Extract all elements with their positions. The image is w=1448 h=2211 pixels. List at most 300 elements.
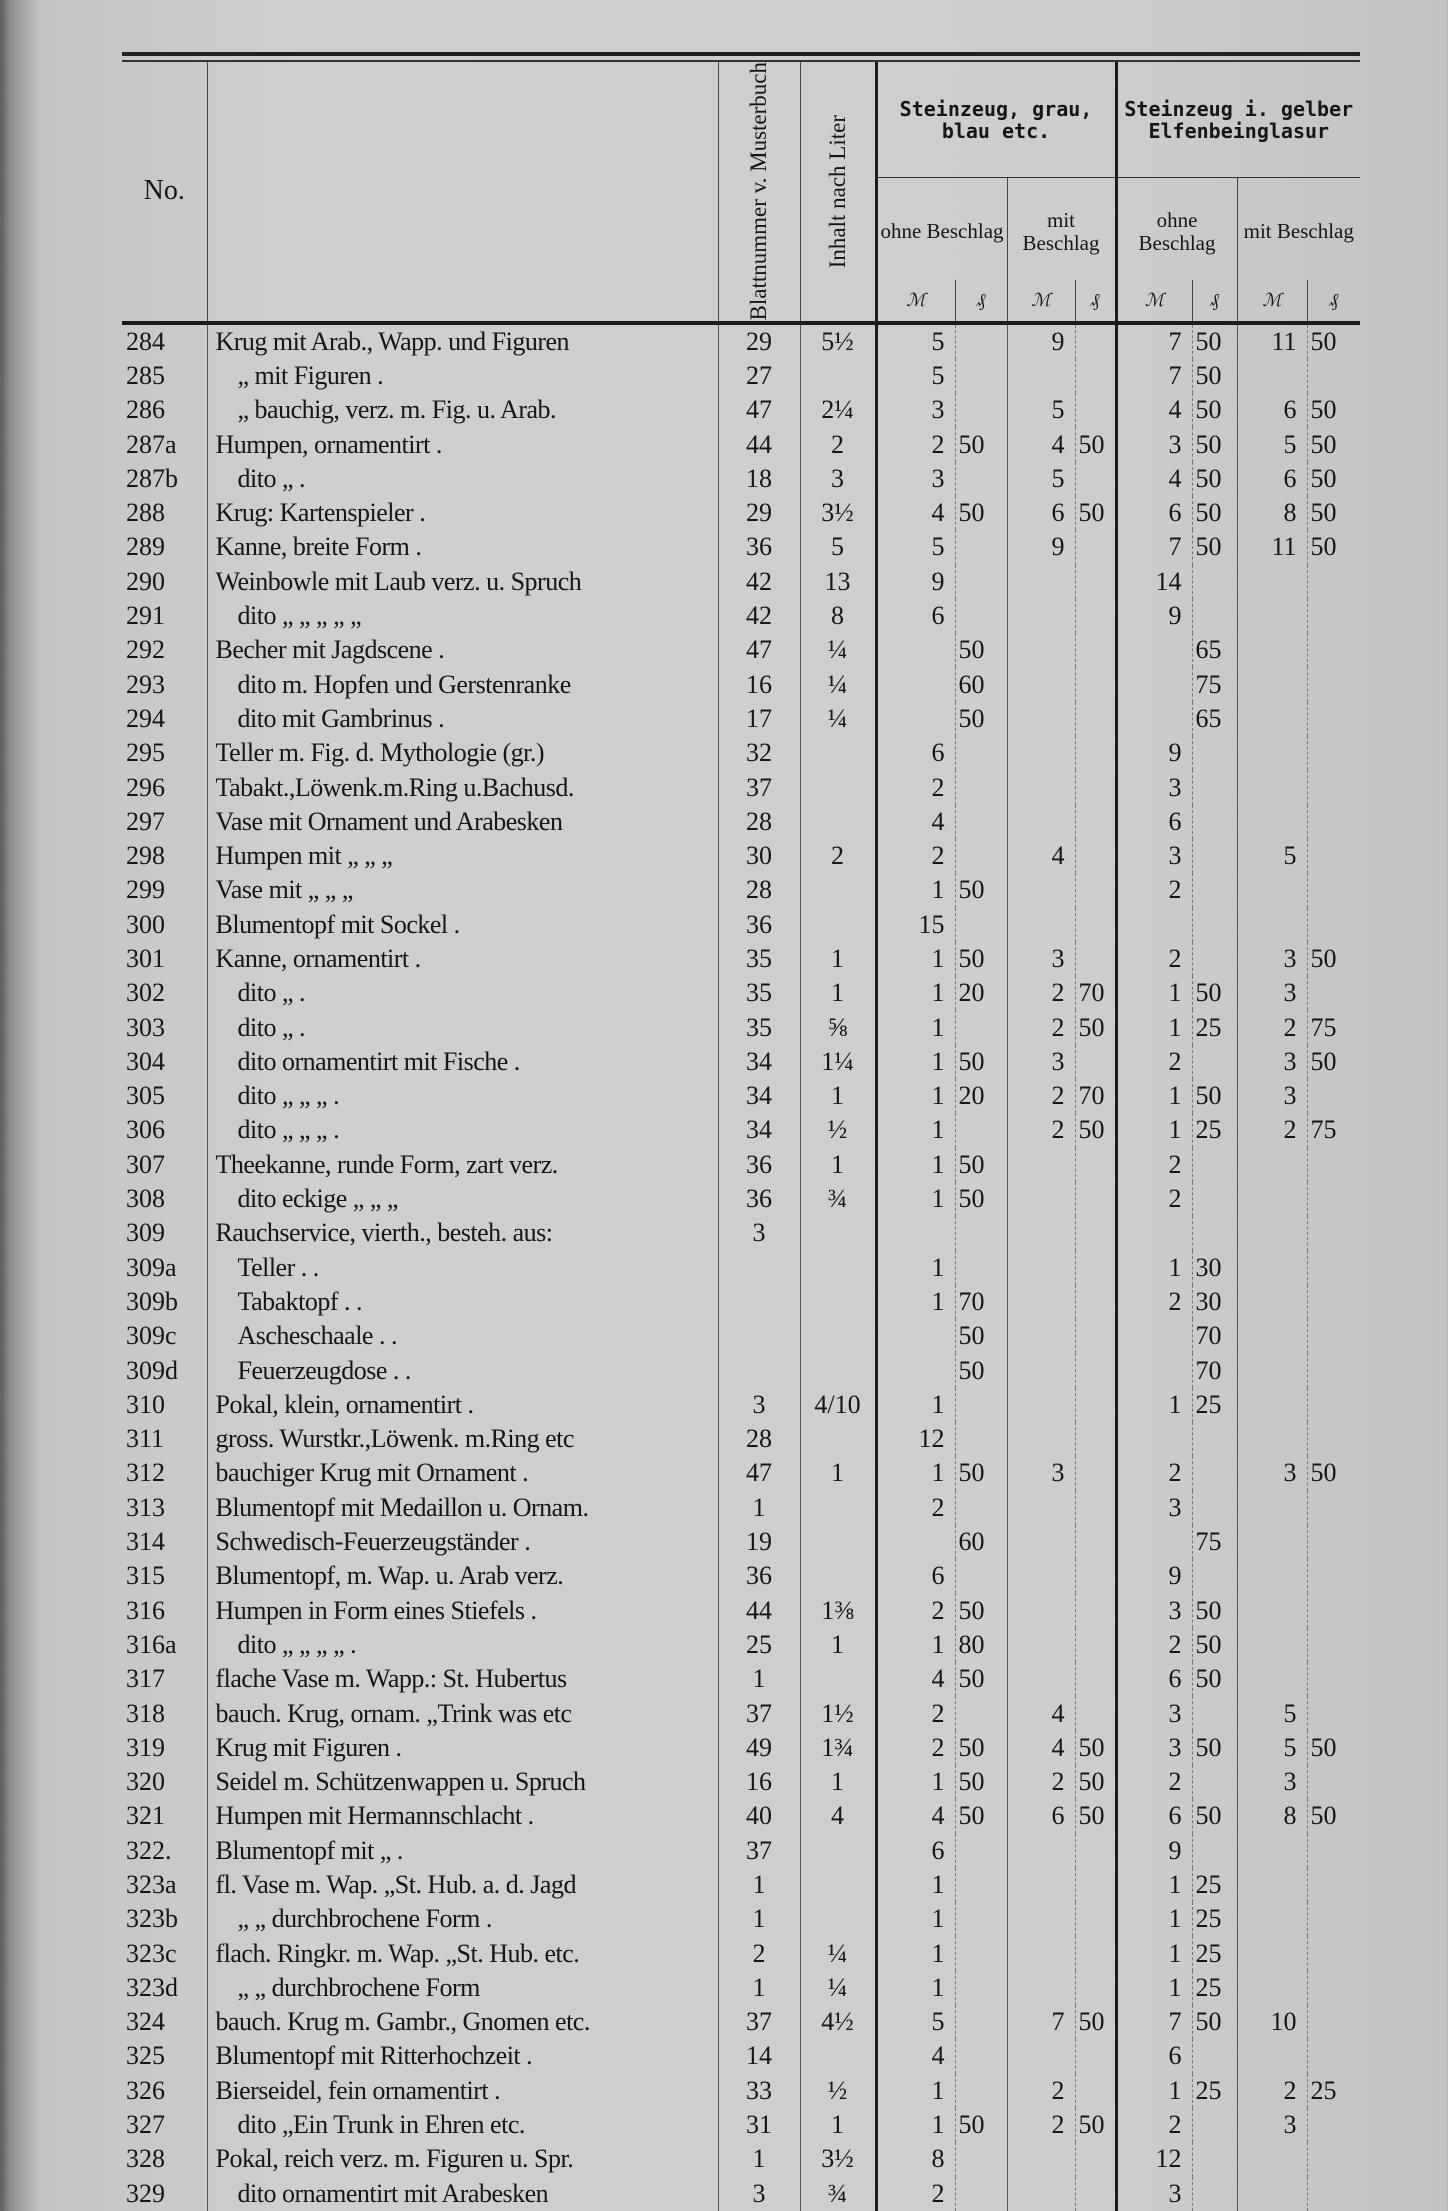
blatt-number: 29 bbox=[718, 496, 800, 530]
elfen-mit-mark: 5 bbox=[1237, 839, 1307, 873]
grau-mit-pf bbox=[1075, 1045, 1116, 1079]
grau-ohne-mark: 6 bbox=[876, 736, 955, 770]
top-rule bbox=[122, 52, 1360, 56]
elfen-ohne-pf bbox=[1192, 1216, 1237, 1250]
item-description: Tabakt.,Löwenk.m.Ring u.Bachusd. bbox=[207, 770, 718, 804]
grau-ohne-pf: 50 bbox=[955, 1593, 1007, 1627]
grau-mit-mark bbox=[1007, 633, 1075, 667]
inhalt-liter: 4/10 bbox=[800, 1388, 876, 1422]
grau-ohne-mark bbox=[876, 1525, 955, 1559]
grau-mit-mark: 4 bbox=[1007, 1731, 1075, 1765]
table-row bbox=[122, 565, 1360, 599]
item-no: 315 bbox=[126, 1561, 165, 1591]
grau-ohne-mark: 1 bbox=[876, 1148, 955, 1182]
grau-mit-mark bbox=[1007, 1216, 1075, 1250]
grau-mit-pf: 50 bbox=[1075, 1731, 1116, 1765]
inhalt-liter bbox=[800, 1216, 876, 1250]
elfen-ohne-pf: 75 bbox=[1192, 1525, 1237, 1559]
inhalt-liter: 1¾ bbox=[800, 1731, 876, 1765]
elfen-ohne-mark: 9 bbox=[1116, 1559, 1192, 1593]
blatt-number: 1 bbox=[718, 1868, 800, 1902]
elfen-mit-pf bbox=[1307, 1936, 1360, 1970]
grau-ohne-mark: 12 bbox=[876, 1422, 955, 1456]
item-description: Ascheschaale . . bbox=[207, 1319, 718, 1353]
elfen-ohne-pf: 25 bbox=[1192, 1868, 1237, 1902]
inhalt-liter: 1 bbox=[800, 942, 876, 976]
elfen-ohne-pf: 50 bbox=[1192, 1079, 1237, 1113]
grau-ohne-pf bbox=[955, 805, 1007, 839]
item-no: 300 bbox=[126, 909, 165, 939]
blatt-number: 19 bbox=[718, 1525, 800, 1559]
elfen-ohne-mark: 3 bbox=[1116, 427, 1192, 461]
elfen-mit-mark bbox=[1237, 1834, 1307, 1868]
grau-ohne-mark: 9 bbox=[876, 565, 955, 599]
elfen-mit-pf bbox=[1307, 1491, 1360, 1525]
inhalt-liter: ¼ bbox=[800, 702, 876, 736]
item-description: bauchiger Krug mit Ornament . bbox=[207, 1456, 718, 1490]
item-no: 287a bbox=[126, 429, 177, 459]
grau-ohne-pf: 50 bbox=[955, 1045, 1007, 1079]
item-no: 309 bbox=[126, 1218, 165, 1248]
grau-ohne-mark: 1 bbox=[876, 1936, 955, 1970]
grau-ohne-mark: 1 bbox=[876, 1971, 955, 2005]
grau-mit-mark bbox=[1007, 1148, 1075, 1182]
header-elfen-mit: mit Beschlag bbox=[1237, 177, 1360, 279]
elfen-mit-mark bbox=[1237, 1662, 1307, 1696]
grau-mit-mark: 6 bbox=[1007, 1799, 1075, 1833]
grau-ohne-mark: 1 bbox=[876, 1079, 955, 1113]
elfen-mit-mark: 6 bbox=[1237, 462, 1307, 496]
table-row bbox=[122, 1353, 1360, 1387]
grau-ohne-mark: 1 bbox=[876, 1113, 955, 1147]
grau-ohne-mark: 5 bbox=[876, 359, 955, 393]
header-grau-mit: mit Beschlag bbox=[1007, 177, 1116, 279]
grau-ohne-mark: 4 bbox=[876, 1662, 955, 1696]
elfen-mit-mark bbox=[1237, 1148, 1307, 1182]
grau-mit-pf bbox=[1075, 736, 1116, 770]
elfen-mit-mark bbox=[1237, 599, 1307, 633]
grau-ohne-pf bbox=[955, 2177, 1007, 2211]
grau-ohne-mark bbox=[876, 1319, 955, 1353]
grau-mit-pf bbox=[1075, 1388, 1116, 1422]
elfen-ohne-pf: 50 bbox=[1192, 393, 1237, 427]
elfen-mit-pf bbox=[1307, 1319, 1360, 1353]
blatt-number: 3 bbox=[718, 2177, 800, 2211]
grau-mit-mark bbox=[1007, 1251, 1075, 1285]
item-description: dito „ . bbox=[207, 1010, 718, 1044]
blatt-number: 3 bbox=[718, 1388, 800, 1422]
grau-ohne-mark: 1 bbox=[876, 2074, 955, 2108]
grau-mit-pf bbox=[1075, 565, 1116, 599]
elfen-mit-mark: 2 bbox=[1237, 1010, 1307, 1044]
inhalt-liter: ¾ bbox=[800, 1182, 876, 1216]
grau-ohne-pf bbox=[955, 1251, 1007, 1285]
table-row bbox=[122, 908, 1360, 942]
grau-ohne-mark: 2 bbox=[876, 1696, 955, 1730]
elfen-ohne-mark: 1 bbox=[1116, 1971, 1192, 2005]
table-row bbox=[122, 667, 1360, 701]
header-mark: ℳ bbox=[1237, 280, 1307, 323]
elfen-ohne-mark: 6 bbox=[1116, 805, 1192, 839]
elfen-ohne-mark: 2 bbox=[1116, 1456, 1192, 1490]
grau-mit-mark: 9 bbox=[1007, 323, 1075, 359]
blatt-number: 32 bbox=[718, 736, 800, 770]
item-description: Krug mit Arab., Wapp. und Figuren bbox=[207, 323, 718, 359]
blatt-number: 36 bbox=[718, 530, 800, 564]
item-no: 302 bbox=[126, 978, 165, 1008]
item-description: Blumentopf, m. Wap. u. Arab verz. bbox=[207, 1559, 718, 1593]
item-description: Weinbowle mit Laub verz. u. Spruch bbox=[207, 565, 718, 599]
elfen-mit-mark bbox=[1237, 1388, 1307, 1422]
item-description: „ „ durchbrochene Form bbox=[207, 1971, 718, 2005]
elfen-mit-pf: 50 bbox=[1307, 496, 1360, 530]
table-row bbox=[122, 323, 1360, 359]
grau-ohne-pf bbox=[955, 1868, 1007, 1902]
elfen-ohne-pf: 50 bbox=[1192, 496, 1237, 530]
inhalt-liter bbox=[800, 736, 876, 770]
elfen-ohne-mark: 3 bbox=[1116, 1696, 1192, 1730]
elfen-mit-mark: 2 bbox=[1237, 1113, 1307, 1147]
blatt-number: 18 bbox=[718, 462, 800, 496]
elfen-mit-mark: 3 bbox=[1237, 1456, 1307, 1490]
elfen-ohne-mark: 1 bbox=[1116, 1868, 1192, 1902]
table-row bbox=[122, 1456, 1360, 1490]
elfen-ohne-mark: 3 bbox=[1116, 1731, 1192, 1765]
blatt-number: 40 bbox=[718, 1799, 800, 1833]
elfen-mit-mark: 8 bbox=[1237, 1799, 1307, 1833]
elfen-ohne-mark: 1 bbox=[1116, 976, 1192, 1010]
grau-mit-mark: 6 bbox=[1007, 496, 1075, 530]
grau-ohne-mark: 1 bbox=[876, 1045, 955, 1079]
elfen-ohne-mark: 2 bbox=[1116, 1182, 1192, 1216]
item-description: Rauchservice, vierth., besteh. aus: bbox=[207, 1216, 718, 1250]
elfen-ohne-pf: 75 bbox=[1192, 667, 1237, 701]
inhalt-liter bbox=[800, 1834, 876, 1868]
elfen-ohne-pf bbox=[1192, 1491, 1237, 1525]
grau-mit-pf bbox=[1075, 1216, 1116, 1250]
elfen-ohne-pf: 25 bbox=[1192, 1010, 1237, 1044]
grau-mit-pf bbox=[1075, 323, 1116, 359]
item-no: 285 bbox=[126, 360, 165, 390]
item-description: gross. Wurstkr.,Löwenk. m.Ring etc bbox=[207, 1422, 718, 1456]
inhalt-liter: ¼ bbox=[800, 1936, 876, 1970]
grau-mit-mark bbox=[1007, 667, 1075, 701]
grau-ohne-pf: 50 bbox=[955, 942, 1007, 976]
table-row bbox=[122, 1525, 1360, 1559]
elfen-mit-pf bbox=[1307, 976, 1360, 1010]
table-row bbox=[122, 976, 1360, 1010]
table-row bbox=[122, 2142, 1360, 2176]
inhalt-liter: 1¼ bbox=[800, 1045, 876, 1079]
elfen-ohne-pf: 50 bbox=[1192, 323, 1237, 359]
grau-mit-mark: 2 bbox=[1007, 976, 1075, 1010]
blatt-number: 1 bbox=[718, 1971, 800, 2005]
elfen-mit-mark bbox=[1237, 633, 1307, 667]
inhalt-liter: 3 bbox=[800, 462, 876, 496]
table-row bbox=[122, 1251, 1360, 1285]
grau-ohne-mark bbox=[876, 633, 955, 667]
grau-ohne-mark: 1 bbox=[876, 1868, 955, 1902]
elfen-ohne-mark: 7 bbox=[1116, 2005, 1192, 2039]
blatt-number: 49 bbox=[718, 1731, 800, 1765]
grau-mit-pf bbox=[1075, 462, 1116, 496]
elfen-mit-mark bbox=[1237, 1902, 1307, 1936]
elfen-mit-mark: 3 bbox=[1237, 2108, 1307, 2142]
elfen-ohne-mark: 4 bbox=[1116, 393, 1192, 427]
grau-mit-pf: 50 bbox=[1075, 1765, 1116, 1799]
grau-ohne-mark: 2 bbox=[876, 770, 955, 804]
elfen-ohne-pf: 30 bbox=[1192, 1251, 1237, 1285]
item-no: 311 bbox=[126, 1424, 165, 1454]
table-row bbox=[122, 1491, 1360, 1525]
header-inhalt-label: Inhalt nach Liter bbox=[824, 114, 850, 268]
blatt-number: 35 bbox=[718, 976, 800, 1010]
inhalt-liter bbox=[800, 1559, 876, 1593]
grau-ohne-mark: 8 bbox=[876, 2142, 955, 2176]
item-description: dito „ „ „ „ „ bbox=[207, 599, 718, 633]
elfen-mit-pf bbox=[1307, 736, 1360, 770]
table-row bbox=[122, 770, 1360, 804]
blatt-number: 34 bbox=[718, 1079, 800, 1113]
elfen-ohne-mark: 14 bbox=[1116, 565, 1192, 599]
elfen-ohne-pf: 50 bbox=[1192, 462, 1237, 496]
header-mark: ℳ bbox=[876, 280, 955, 323]
item-description: Humpen mit „ „ „ bbox=[207, 839, 718, 873]
elfen-ohne-pf bbox=[1192, 1045, 1237, 1079]
grau-mit-pf bbox=[1075, 667, 1116, 701]
elfen-mit-mark bbox=[1237, 1593, 1307, 1627]
grau-ohne-mark: 15 bbox=[876, 908, 955, 942]
elfen-mit-pf bbox=[1307, 2039, 1360, 2073]
elfen-ohne-pf bbox=[1192, 873, 1237, 907]
item-no: 312 bbox=[126, 1458, 165, 1488]
item-no: 288 bbox=[126, 498, 165, 528]
elfen-mit-mark bbox=[1237, 1628, 1307, 1662]
grau-mit-pf bbox=[1075, 1148, 1116, 1182]
item-description: Schwedisch-Feuerzeugständer . bbox=[207, 1525, 718, 1559]
elfen-mit-mark: 10 bbox=[1237, 2005, 1307, 2039]
table-row bbox=[122, 2039, 1360, 2073]
elfen-ohne-pf: 65 bbox=[1192, 702, 1237, 736]
grau-mit-mark bbox=[1007, 805, 1075, 839]
item-no: 289 bbox=[126, 532, 165, 562]
inhalt-liter: ¼ bbox=[800, 633, 876, 667]
elfen-ohne-mark: 7 bbox=[1116, 530, 1192, 564]
grau-mit-pf: 50 bbox=[1075, 2108, 1116, 2142]
elfen-mit-mark: 3 bbox=[1237, 942, 1307, 976]
blatt-number: 35 bbox=[718, 1010, 800, 1044]
grau-mit-mark: 4 bbox=[1007, 1696, 1075, 1730]
grau-mit-pf bbox=[1075, 1285, 1116, 1319]
item-no: 294 bbox=[126, 703, 165, 733]
elfen-ohne-pf bbox=[1192, 2142, 1237, 2176]
item-description: Kanne, breite Form . bbox=[207, 530, 718, 564]
elfen-mit-pf bbox=[1307, 1628, 1360, 1662]
grau-ohne-pf: 50 bbox=[955, 427, 1007, 461]
elfen-mit-pf bbox=[1307, 1388, 1360, 1422]
grau-mit-mark: 2 bbox=[1007, 2074, 1075, 2108]
blatt-number: 2 bbox=[718, 1936, 800, 1970]
elfen-ohne-mark: 3 bbox=[1116, 2177, 1192, 2211]
elfen-mit-pf bbox=[1307, 1216, 1360, 1250]
item-description: Kanne, ornamentirt . bbox=[207, 942, 718, 976]
grau-mit-pf: 50 bbox=[1075, 427, 1116, 461]
grau-mit-pf bbox=[1075, 1353, 1116, 1387]
elfen-mit-pf bbox=[1307, 873, 1360, 907]
grau-ohne-mark: 2 bbox=[876, 427, 955, 461]
elfen-ohne-mark: 6 bbox=[1116, 1662, 1192, 1696]
elfen-ohne-pf: 30 bbox=[1192, 1285, 1237, 1319]
elfen-mit-mark: 5 bbox=[1237, 1731, 1307, 1765]
elfen-mit-pf bbox=[1307, 770, 1360, 804]
header-group-steinzeug-grau: Steinzeug, grau, blau etc. bbox=[876, 62, 1116, 177]
grau-mit-pf bbox=[1075, 1971, 1116, 2005]
item-no: 305 bbox=[126, 1081, 165, 1111]
elfen-ohne-mark: 7 bbox=[1116, 323, 1192, 359]
elfen-mit-pf: 50 bbox=[1307, 323, 1360, 359]
grau-ohne-pf: 50 bbox=[955, 496, 1007, 530]
elfen-ohne-mark: 6 bbox=[1116, 2039, 1192, 2073]
blatt-number: 36 bbox=[718, 1148, 800, 1182]
grau-mit-pf bbox=[1075, 1696, 1116, 1730]
elfen-mit-mark bbox=[1237, 736, 1307, 770]
elfen-ohne-pf bbox=[1192, 1765, 1237, 1799]
grau-ohne-pf bbox=[955, 2142, 1007, 2176]
inhalt-liter: 8 bbox=[800, 599, 876, 633]
table-row bbox=[122, 496, 1360, 530]
elfen-mit-pf bbox=[1307, 1559, 1360, 1593]
elfen-mit-mark: 3 bbox=[1237, 976, 1307, 1010]
grau-mit-pf bbox=[1075, 1593, 1116, 1627]
elfen-ohne-pf bbox=[1192, 942, 1237, 976]
blatt-number: 36 bbox=[718, 1559, 800, 1593]
elfen-ohne-mark: 2 bbox=[1116, 873, 1192, 907]
elfen-mit-pf bbox=[1307, 1148, 1360, 1182]
elfen-ohne-pf: 25 bbox=[1192, 1113, 1237, 1147]
elfen-ohne-pf bbox=[1192, 1182, 1237, 1216]
elfen-mit-pf bbox=[1307, 1662, 1360, 1696]
table-row bbox=[122, 839, 1360, 873]
item-no: 324 bbox=[126, 2007, 165, 2037]
elfen-mit-pf: 75 bbox=[1307, 1010, 1360, 1044]
grau-mit-pf bbox=[1075, 1834, 1116, 1868]
inhalt-liter: ¼ bbox=[800, 667, 876, 701]
item-description: fl. Vase m. Wap. „St. Hub. a. d. Jagd bbox=[207, 1868, 718, 1902]
elfen-ohne-pf: 50 bbox=[1192, 1662, 1237, 1696]
table-row bbox=[122, 633, 1360, 667]
item-description: Becher mit Jagdscene . bbox=[207, 633, 718, 667]
grau-mit-pf bbox=[1075, 805, 1116, 839]
elfen-mit-mark: 11 bbox=[1237, 530, 1307, 564]
item-no: 316a bbox=[126, 1629, 177, 1659]
table-row bbox=[122, 2177, 1360, 2211]
elfen-ohne-pf bbox=[1192, 1148, 1237, 1182]
elfen-ohne-mark: 9 bbox=[1116, 1834, 1192, 1868]
grau-ohne-mark: 6 bbox=[876, 1834, 955, 1868]
grau-ohne-mark: 2 bbox=[876, 1491, 955, 1525]
grau-mit-mark bbox=[1007, 2142, 1075, 2176]
grau-mit-mark bbox=[1007, 2177, 1075, 2211]
grau-mit-mark: 2 bbox=[1007, 1765, 1075, 1799]
grau-mit-pf bbox=[1075, 1628, 1116, 1662]
grau-ohne-pf bbox=[955, 599, 1007, 633]
elfen-ohne-mark bbox=[1116, 1525, 1192, 1559]
grau-ohne-mark: 4 bbox=[876, 496, 955, 530]
grau-mit-pf bbox=[1075, 1182, 1116, 1216]
item-description: Krug mit Figuren . bbox=[207, 1731, 718, 1765]
elfen-ohne-mark: 2 bbox=[1116, 1765, 1192, 1799]
header-pf: ₰ bbox=[1075, 280, 1116, 323]
inhalt-liter: 1 bbox=[800, 1079, 876, 1113]
elfen-mit-mark bbox=[1237, 2039, 1307, 2073]
elfen-mit-pf bbox=[1307, 1285, 1360, 1319]
grau-ohne-mark: 2 bbox=[876, 839, 955, 873]
item-no: 301 bbox=[126, 943, 165, 973]
item-description: flache Vase m. Wapp.: St. Hubertus bbox=[207, 1662, 718, 1696]
elfen-ohne-mark: 3 bbox=[1116, 770, 1192, 804]
grau-mit-pf: 50 bbox=[1075, 1010, 1116, 1044]
item-no: 326 bbox=[126, 2075, 165, 2105]
inhalt-liter: 4 bbox=[800, 1799, 876, 1833]
table-row bbox=[122, 1559, 1360, 1593]
grau-mit-mark bbox=[1007, 1628, 1075, 1662]
elfen-mit-pf: 75 bbox=[1307, 1113, 1360, 1147]
inhalt-liter bbox=[800, 1422, 876, 1456]
blatt-number: 37 bbox=[718, 2005, 800, 2039]
grau-ohne-mark: 6 bbox=[876, 599, 955, 633]
elfen-ohne-mark: 1 bbox=[1116, 1010, 1192, 1044]
inhalt-liter bbox=[800, 1285, 876, 1319]
grau-ohne-mark: 1 bbox=[876, 1251, 955, 1285]
grau-mit-pf bbox=[1075, 2142, 1116, 2176]
elfen-mit-mark bbox=[1237, 1559, 1307, 1593]
grau-ohne-pf bbox=[955, 1422, 1007, 1456]
table-row bbox=[122, 359, 1360, 393]
table-row bbox=[122, 1902, 1360, 1936]
inhalt-liter bbox=[800, 1868, 876, 1902]
item-description: dito eckige „ „ „ bbox=[207, 1182, 718, 1216]
elfen-mit-mark bbox=[1237, 770, 1307, 804]
inhalt-liter bbox=[800, 1251, 876, 1285]
elfen-ohne-pf bbox=[1192, 565, 1237, 599]
elfen-ohne-pf: 50 bbox=[1192, 530, 1237, 564]
elfen-ohne-mark: 2 bbox=[1116, 2108, 1192, 2142]
inhalt-liter: 1 bbox=[800, 1765, 876, 1799]
table-row bbox=[122, 2074, 1360, 2108]
elfen-mit-pf bbox=[1307, 667, 1360, 701]
inhalt-liter: ½ bbox=[800, 2074, 876, 2108]
elfen-mit-pf bbox=[1307, 2005, 1360, 2039]
elfen-mit-mark bbox=[1237, 1319, 1307, 1353]
item-no: 316 bbox=[126, 1595, 165, 1625]
grau-mit-mark bbox=[1007, 873, 1075, 907]
elfen-mit-pf: 25 bbox=[1307, 2074, 1360, 2108]
grau-ohne-pf bbox=[955, 908, 1007, 942]
grau-ohne-pf: 50 bbox=[955, 1319, 1007, 1353]
grau-ohne-pf: 50 bbox=[955, 1456, 1007, 1490]
item-description: Humpen in Form eines Stiefels . bbox=[207, 1593, 718, 1627]
item-no: 309a bbox=[126, 1252, 177, 1282]
elfen-mit-mark bbox=[1237, 702, 1307, 736]
grau-ohne-pf: 50 bbox=[955, 1182, 1007, 1216]
grau-ohne-mark: 1 bbox=[876, 1010, 955, 1044]
elfen-ohne-pf: 50 bbox=[1192, 359, 1237, 393]
grau-ohne-pf bbox=[955, 1113, 1007, 1147]
grau-mit-mark bbox=[1007, 1525, 1075, 1559]
grau-ohne-pf bbox=[955, 1834, 1007, 1868]
item-description: Vase mit „ „ „ bbox=[207, 873, 718, 907]
grau-mit-mark bbox=[1007, 1971, 1075, 2005]
